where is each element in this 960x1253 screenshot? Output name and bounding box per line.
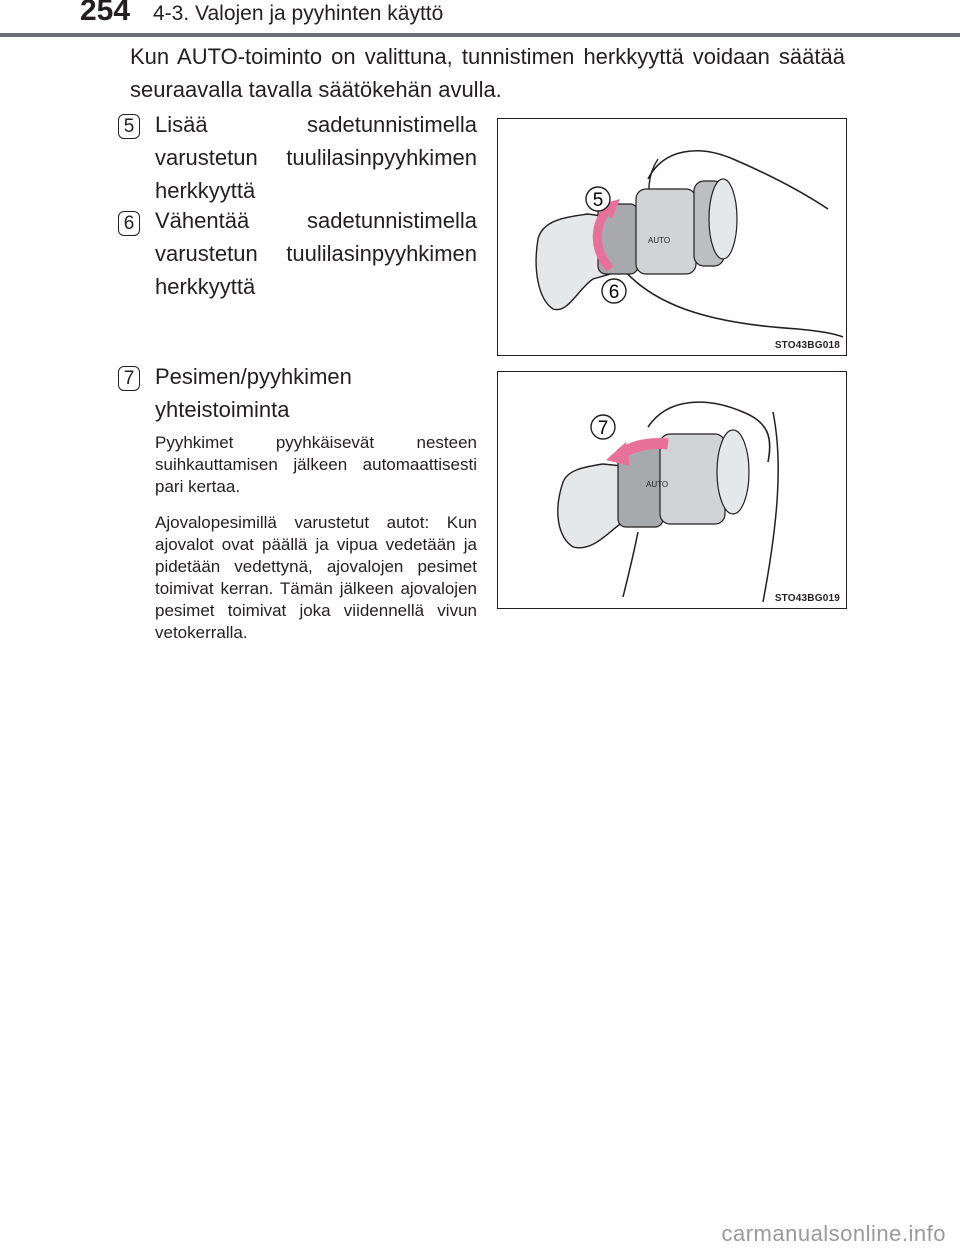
item-text-5: Lisää sadetunnistimella varustetun tuulilasinpyyhkimen herkkyyttä <box>155 112 477 203</box>
svg-text:7: 7 <box>597 418 609 439</box>
footer-url[interactable]: carmanualsonline.info <box>721 1221 946 1246</box>
item-badge-5: 5 <box>118 114 140 139</box>
page-number: 254 <box>80 0 131 27</box>
svg-text:6: 6 <box>608 282 620 303</box>
washer-lever-illustration <box>498 372 845 607</box>
section-title: 4-3. Valojen ja pyyhinten käyttö <box>153 2 444 25</box>
figure-washer-wiper <box>497 371 847 609</box>
dial-label-auto-2: AUTO <box>646 480 669 489</box>
dial-label-auto: AUTO <box>648 236 671 245</box>
figure-wiper-sensitivity <box>497 118 847 356</box>
item-text-6: Vähentää sadetunnistimella varustetun tuulilasinpyyhkimen herkkyyttä <box>155 208 477 299</box>
header-rule <box>0 33 960 37</box>
svg-text:5: 5 <box>592 190 604 211</box>
item-badge-6: 6 <box>118 211 140 236</box>
item-7-detail-2: Ajovalopesimillä varustetut autot: Kun ajovalot ovat päällä ja vipua vedetään ja pidetään vedettynä, ajovalojen pesimet toimivat kerran. Tämän jälkeen ajovalojen pesimet toimivat joka viidennellä vivun vetokerralla. <box>155 513 477 642</box>
figure-code: STO43BG018 <box>774 340 840 351</box>
item-7-detail-1: Pyyhkimet pyyhkäisevät nesteen suihkauttamisen jälkeen automaattisesti pari kertaa. <box>155 433 477 496</box>
item-badge-7: 7 <box>118 366 140 391</box>
figure-code-2: STO43BG019 <box>774 593 840 604</box>
intro-paragraph: Kun AUTO-toiminto on valittuna, tunnistimen herkkyyttä voidaan säätää seuraavalla tavalla säätökehän avulla. <box>130 44 845 102</box>
item-text-7: Pesimen/pyyhkimen yhteistoiminta <box>155 364 352 422</box>
wiper-lever-illustration <box>498 119 845 354</box>
